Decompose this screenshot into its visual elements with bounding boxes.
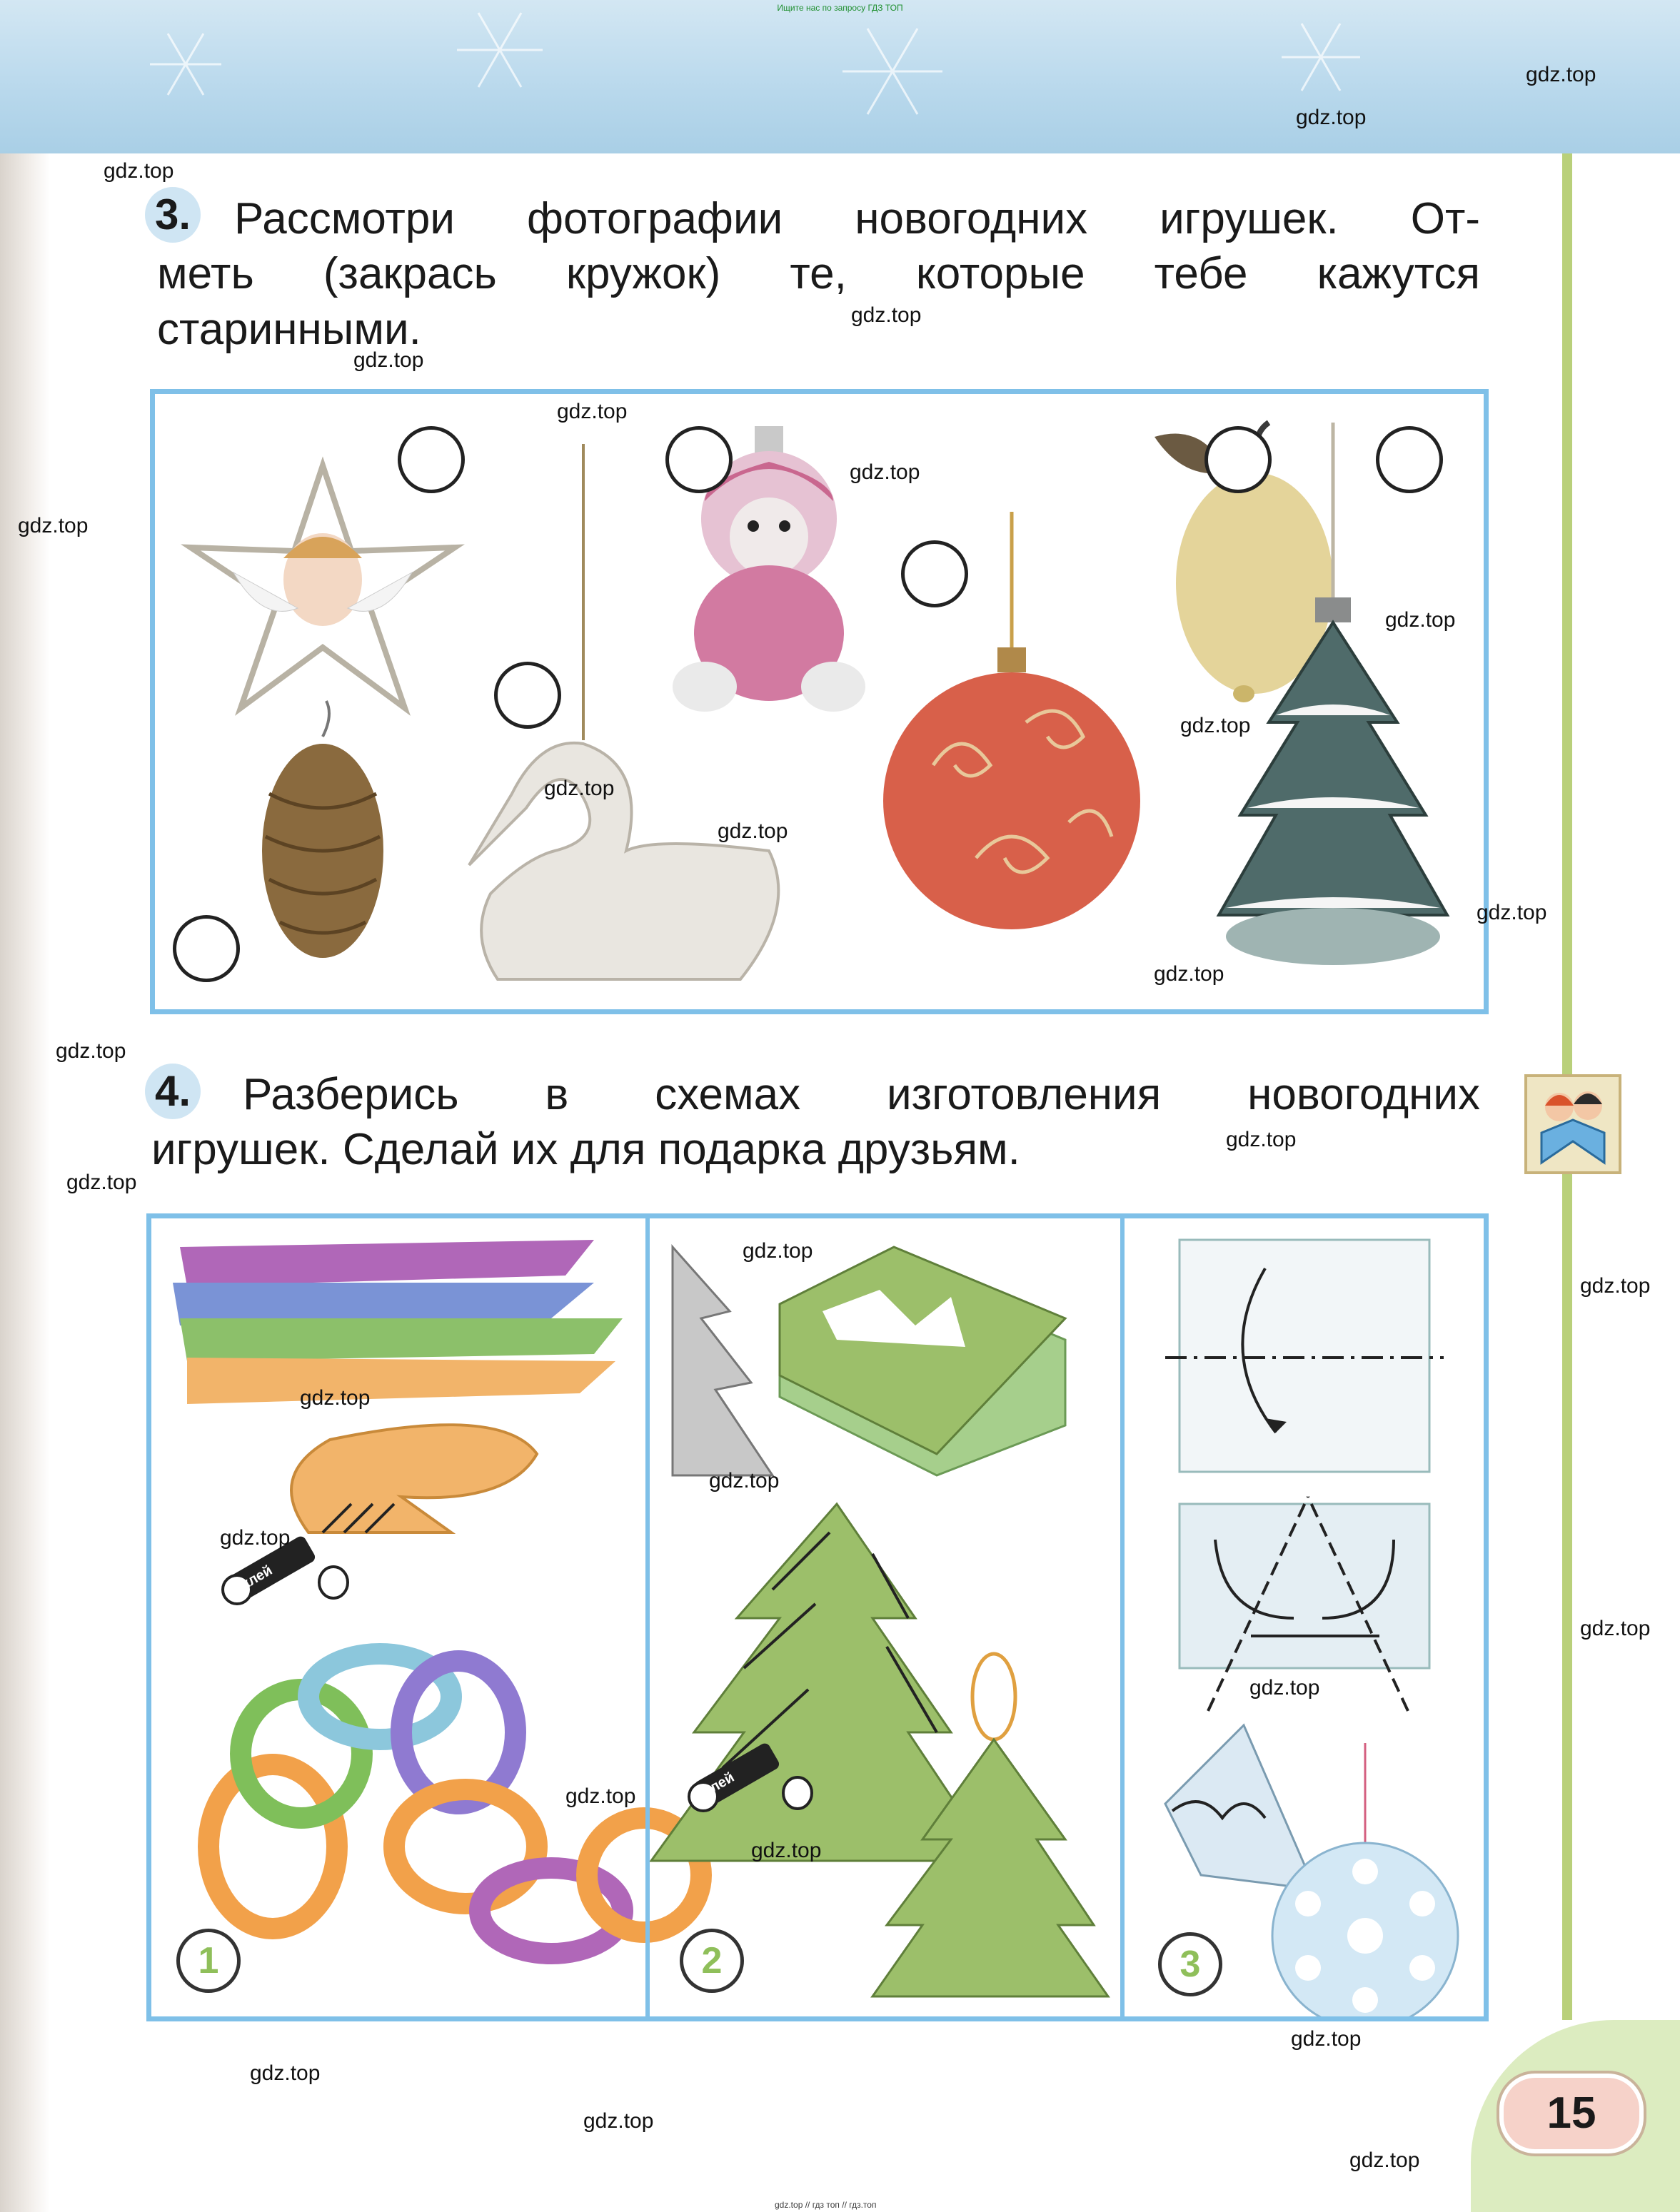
watermark: gdz.top [851, 303, 922, 327]
ornaments-photo-frame [150, 389, 1489, 1014]
fold-square-icon [1165, 1240, 1444, 1472]
watermark: gdz.top [104, 159, 174, 183]
watermark: gdz.top [583, 2109, 654, 2133]
answer-circle[interactable] [901, 540, 968, 607]
crafts-diagram-frame [146, 1213, 1489, 2021]
watermark: gdz.top [709, 1469, 780, 1493]
cut-cone-icon [1165, 1725, 1315, 1889]
column-divider [645, 1218, 650, 2016]
answer-circle[interactable] [1376, 426, 1443, 493]
folded-paper-stack-icon [780, 1247, 1065, 1475]
paper-strips-icon [173, 1240, 623, 1404]
pine-cone-ornament-icon [262, 701, 383, 958]
watermark: gdz.top [1296, 106, 1367, 129]
header-note: Ищите нас по запросу ГДЗ ТОП [777, 3, 903, 13]
task-text-line: Рассмотри фотографии новогодних игрушек. От- [234, 194, 1480, 243]
watermark: gdz.top [1226, 1128, 1297, 1151]
watermark: gdz.top [220, 1526, 291, 1550]
step-number: 1 [176, 1929, 241, 1993]
watermark: gdz.top [1580, 1274, 1651, 1298]
watermark: gdz.top [565, 1784, 636, 1808]
watermark: gdz.top [1349, 2148, 1420, 2172]
tree-template-icon [673, 1247, 773, 1475]
watermark: gdz.top [743, 1239, 813, 1263]
answer-circle[interactable] [1204, 426, 1272, 493]
watermark: gdz.top [751, 1839, 822, 1862]
task-text-line: меть (закрась кружок) те, которые тебе кажутся [157, 249, 1480, 298]
angel-star-ornament-icon [191, 465, 455, 708]
watermark: gdz.top [718, 819, 788, 843]
task-text-line: старинными. [157, 305, 421, 354]
watermark: gdz.top [557, 400, 628, 423]
paper-snowflake-icon [1272, 1743, 1458, 2016]
watermark: gdz.top [18, 514, 89, 537]
answer-circle[interactable] [398, 426, 465, 493]
task-number: 4. [145, 1064, 201, 1119]
task-number: 3. [145, 187, 201, 243]
crafts-illustration [151, 1218, 1484, 2016]
watermark: gdz.top [850, 460, 920, 484]
answer-circle[interactable] [173, 915, 240, 982]
page-number: 15 [1499, 2074, 1644, 2153]
step-number: 3 [1158, 1932, 1222, 1996]
watermark: gdz.top [1291, 2027, 1362, 2051]
watermark: gdz.top [1385, 608, 1456, 632]
watermark: gdz.top [1477, 901, 1547, 924]
watermark: gdz.top [1526, 63, 1596, 86]
snowflake-pattern-icon [0, 0, 1680, 153]
answer-circle[interactable] [494, 662, 561, 729]
paper-loop-icon [291, 1425, 537, 1532]
watermark: gdz.top [300, 1386, 371, 1410]
watermark: gdz.top [1154, 962, 1224, 986]
watermark: gdz.top [544, 777, 615, 800]
task-text-line: игрушек. Сделай их для подарка друзьям. [151, 1125, 1020, 1174]
answer-circle[interactable] [665, 426, 733, 493]
watermark: gdz.top [1180, 714, 1251, 737]
glue-label: клей [700, 1769, 738, 1800]
ornaments-illustration [155, 394, 1484, 1009]
glue-label: клей [238, 1562, 276, 1593]
watermark: gdz.top [250, 2061, 321, 2085]
page-binding-edge [0, 153, 50, 2212]
reading-children-icon [1524, 1074, 1621, 1174]
watermark: gdz.top [66, 1171, 137, 1194]
watermark: gdz.top [56, 1039, 126, 1063]
watermark: gdz.top [353, 348, 424, 372]
watermark: gdz.top [1249, 1676, 1320, 1700]
task-text-line: Разберись в схемах изготовления новогодних [243, 1070, 1480, 1119]
step-number: 2 [680, 1929, 744, 1993]
snowflake-header-band [0, 0, 1680, 153]
column-divider [1120, 1218, 1125, 2016]
watermark: gdz.top [1580, 1617, 1651, 1640]
bottom-note: gdz.top // гдз топ // гдз.топ [775, 2200, 877, 2210]
